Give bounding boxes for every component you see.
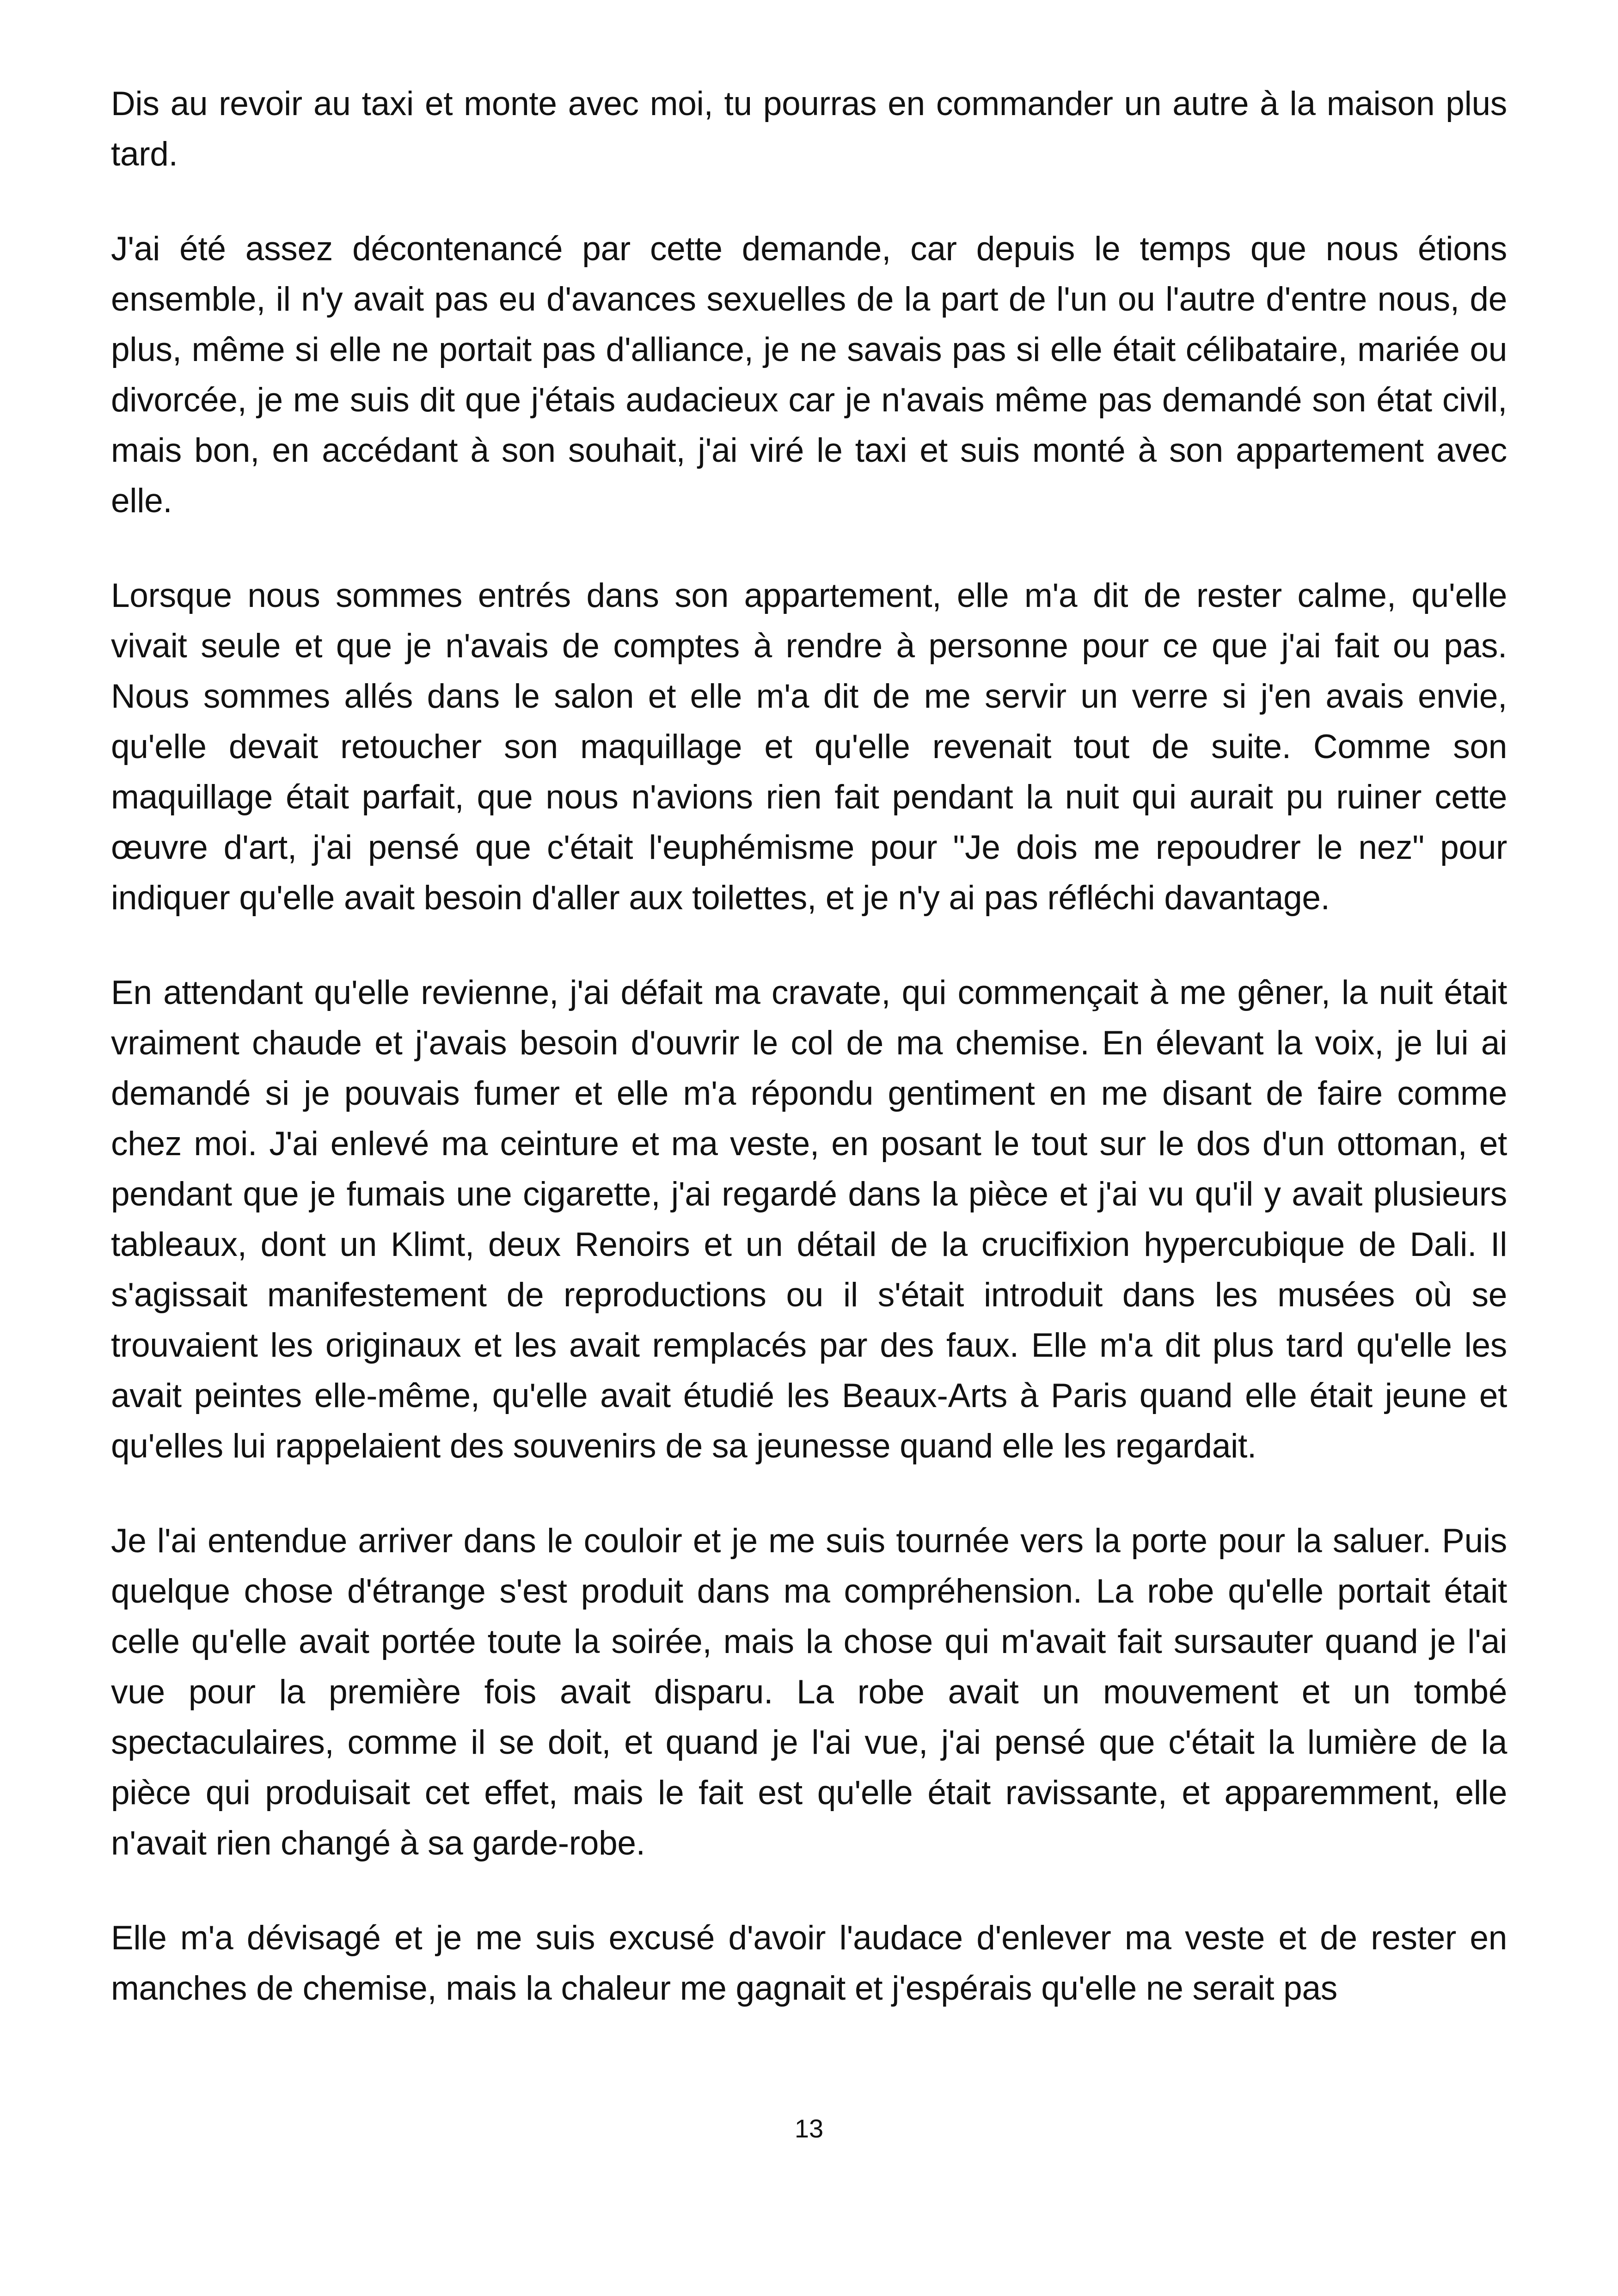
paragraph-5: Je l'ai entendue arriver dans le couloir et je me suis tournée vers la porte pour la saluer. Puis quelque chose d'étrange s'est produit dans ma compréhension. La robe qu'elle portait était celle qu'elle avait portée toute la soirée, mais la chose qui m'avait fait sursauter quand je l'ai vue pour la première fois avait disparu. La robe avait un mouvement et un tombé spectaculaires, comme il se doit, et quand je l'ai vue, j'ai pensé que c'était la lumière de la pièce qui produisait cet effet, mais le fait est qu'elle était ravissante, et apparemment, elle n'avait rien changé à sa garde-robe. xyxy=(111,1522,1507,1862)
page-number: 13 xyxy=(794,2114,824,2143)
paragraph-6: Elle m'a dévisagé et je me suis excusé d'avoir l'audace d'enlever ma veste et de rester en manches de chemise, mais la chaleur me gagnait et j'espérais qu'elle ne serait pas xyxy=(111,1919,1507,2007)
paragraph-2: J'ai été assez décontenancé par cette demande, car depuis le temps que nous étions ensemble, il n'y avait pas eu d'avances sexuelles de la part de l'un ou l'autre d'entre nous, de plus, même si elle ne portait pas d'alliance, je ne savais pas si elle était célibataire, mariée ou divorcée, je me suis dit que j'étais audacieux car je n'avais même pas demandé son état civil, mais bon, en accédant à son souhait, j'ai viré le taxi et suis monté à son appartement avec elle. xyxy=(111,230,1507,520)
page-body xyxy=(111,79,1507,2014)
paragraph-3: Lorsque nous sommes entrés dans son appartement, elle m'a dit de rester calme, qu'elle vivait seule et que je n'avais de comptes à rendre à personne pour ce que j'ai fait ou pas. Nous sommes allés dans le salon et elle m'a dit de me servir un verre si j'en avais envie, qu'elle devait retoucher son maquillage et qu'elle revenait tout de suite. Comme son maquillage était parfait, que nous n'avions rien fait pendant la nuit qui aurait pu ruiner cette œuvre d'art, j'ai pensé que c'était l'euphémisme pour "Je dois me repoudrer le nez" pour indiquer qu'elle avait besoin d'aller aux toilettes, et je n'y ai pas réfléchi davantage. xyxy=(111,577,1507,917)
paragraph-1: Dis au revoir au taxi et monte avec moi, tu pourras en commander un autre à la maison plus tard. xyxy=(111,85,1507,173)
paragraph-4: En attendant qu'elle revienne, j'ai défait ma cravate, qui commençait à me gêner, la nuit était vraiment chaude et j'avais besoin d'ouvrir le col de ma chemise. En élevant la voix, je lui ai demandé si je pouvais fumer et elle m'a répondu gentiment en me disant de faire comme chez moi. J'ai enlevé ma ceinture et ma veste, en posant le tout sur le dos d'un ottoman, et pendant que je fumais une cigarette, j'ai regardé dans la pièce et j'ai vu qu'il y avait plusieurs tableaux, dont un Klimt, deux Renoirs et un détail de la crucifixion hypercubique de Dali. Il s'agissait manifestement de reproductions ou il s'était introduit dans les musées où se trouvaient les originaux et les avait remplacés par des faux. Elle m'a dit plus tard qu'elle les avait peintes elle-même, qu'elle avait étudié les Beaux-Arts à Paris quand elle était jeune et qu'elles lui rappelaient des souvenirs de sa jeunesse quand elle les regardait. xyxy=(111,974,1507,1465)
